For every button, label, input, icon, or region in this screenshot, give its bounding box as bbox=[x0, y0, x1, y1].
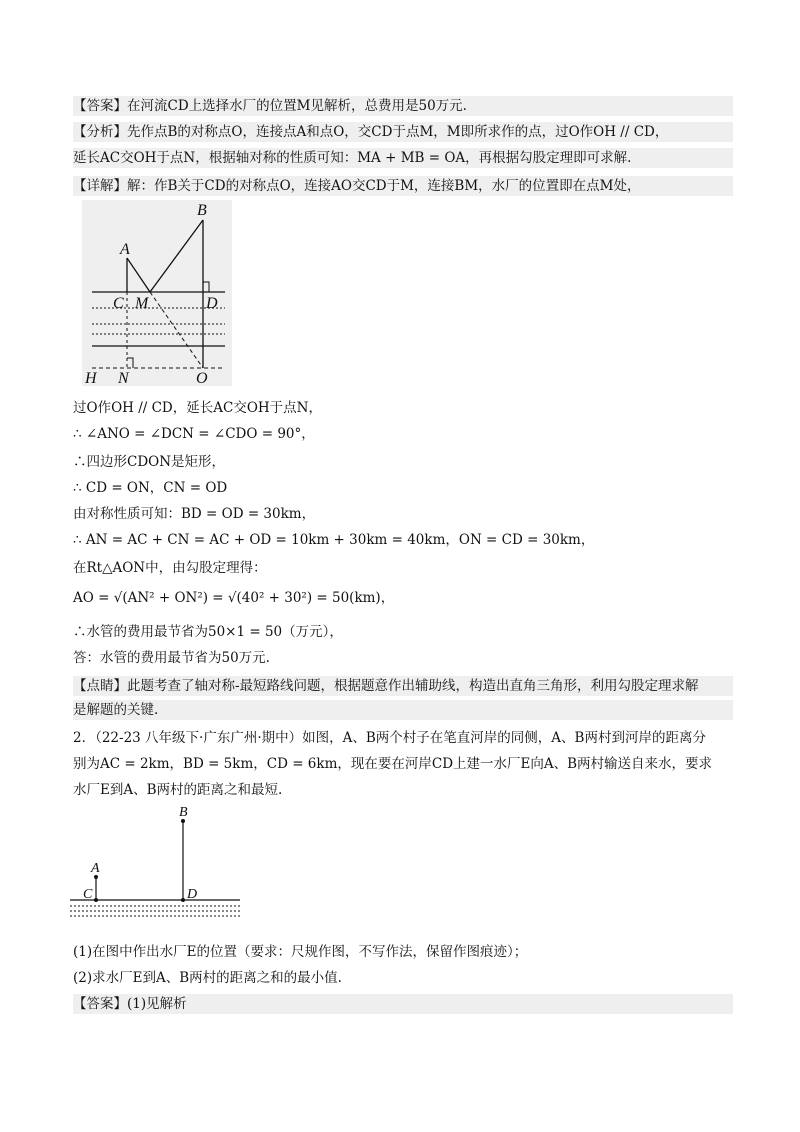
detail-line-5: ∴ CD = ON，CN = OD bbox=[73, 480, 228, 496]
label-m: M bbox=[135, 295, 149, 312]
question-2-line-1: 2．（22-23 八年级下·广东广州·期中）如图，A、B两个村子在笔直河岸的同侧，A、B两村到河岸的距离分 bbox=[73, 730, 706, 746]
question-2-line-2: 别为AC = 2km，BD = 5km，CD = 6km，现在要在河岸CD上建一水厂E向A、B两村输送自来水，要求 bbox=[73, 756, 713, 772]
label-b-2: B bbox=[179, 805, 188, 820]
analysis-line-1: 【分析】先作点B的对称点O，连接点A和点O，交CD于点M，M即所求作的点，过O作OH // CD， bbox=[73, 122, 733, 142]
label-a: A bbox=[120, 241, 130, 258]
detail-line-6: 由对称性质可知：BD = OD = 30km， bbox=[73, 506, 316, 522]
subquestion-2: (2)求水厂E到A、B两村的距离之和的最小值. bbox=[73, 970, 342, 986]
answer-line-2: 【答案】(1)见解析 bbox=[73, 994, 733, 1014]
subquestion-1: (1)在图中作出水厂E的位置（要求：尺规作图，不写作法，保留作图痕迹）； bbox=[73, 944, 528, 960]
detail-line-1: 【详解】解：作B关于CD的对称点O，连接AO交CD于M，连接BM，水厂的位置即在点M处， bbox=[73, 176, 733, 196]
analysis-line-2: 延长AC交OH于点N，根据轴对称的性质可知：MA + MB = OA，再根据勾股定理即可求解. bbox=[73, 148, 733, 168]
label-h: H bbox=[85, 370, 97, 386]
detail-line-2: 过O作OH // CD，延长AC交OH于点N， bbox=[73, 400, 322, 416]
label-a-2: A bbox=[91, 861, 100, 876]
detail-line-4: ∴四边形CDON是矩形， bbox=[73, 454, 226, 470]
detail-line-7: ∴ AN = AC + CN = AC + OD = 10km + 30km = 40km，ON = CD = 30km， bbox=[73, 532, 595, 548]
answer-line: 【答案】在河流CD上选择水厂的位置M见解析，总费用是50万元. bbox=[73, 96, 733, 116]
comment-line-1: 【点睛】此题考查了轴对称-最短路线问题，根据题意作出辅助线，构造出直角三角形，利用勾股定理求解 bbox=[73, 676, 733, 696]
detail-line-10: ∴水管的费用最节省为50×1 = 50（万元）， bbox=[73, 624, 343, 640]
label-d-2: D bbox=[187, 887, 198, 902]
detail-line-11: 答：水管的费用最节省为50万元. bbox=[73, 650, 270, 666]
label-b: B bbox=[197, 202, 207, 219]
label-o: O bbox=[196, 370, 208, 386]
comment-line-2: 是解题的关键. bbox=[73, 700, 733, 720]
label-c: C bbox=[113, 295, 124, 312]
figure-2-diagram bbox=[70, 805, 245, 920]
detail-line-3: ∴ ∠ANO = ∠DCN = ∠CDO = 90°， bbox=[73, 426, 315, 442]
label-c-2: C bbox=[83, 887, 93, 902]
detail-line-9: AO = √(AN² + ON²) = √(40² + 30²) = 50(km)， bbox=[73, 590, 395, 606]
figure-1-diagram bbox=[82, 200, 232, 386]
question-2-line-3: 水厂E到A、B两村的距离之和最短. bbox=[73, 782, 283, 798]
detail-line-8: 在Rt△AON中，由勾股定理得： bbox=[73, 560, 267, 576]
label-d: D bbox=[206, 295, 218, 312]
label-n: N bbox=[118, 370, 129, 386]
